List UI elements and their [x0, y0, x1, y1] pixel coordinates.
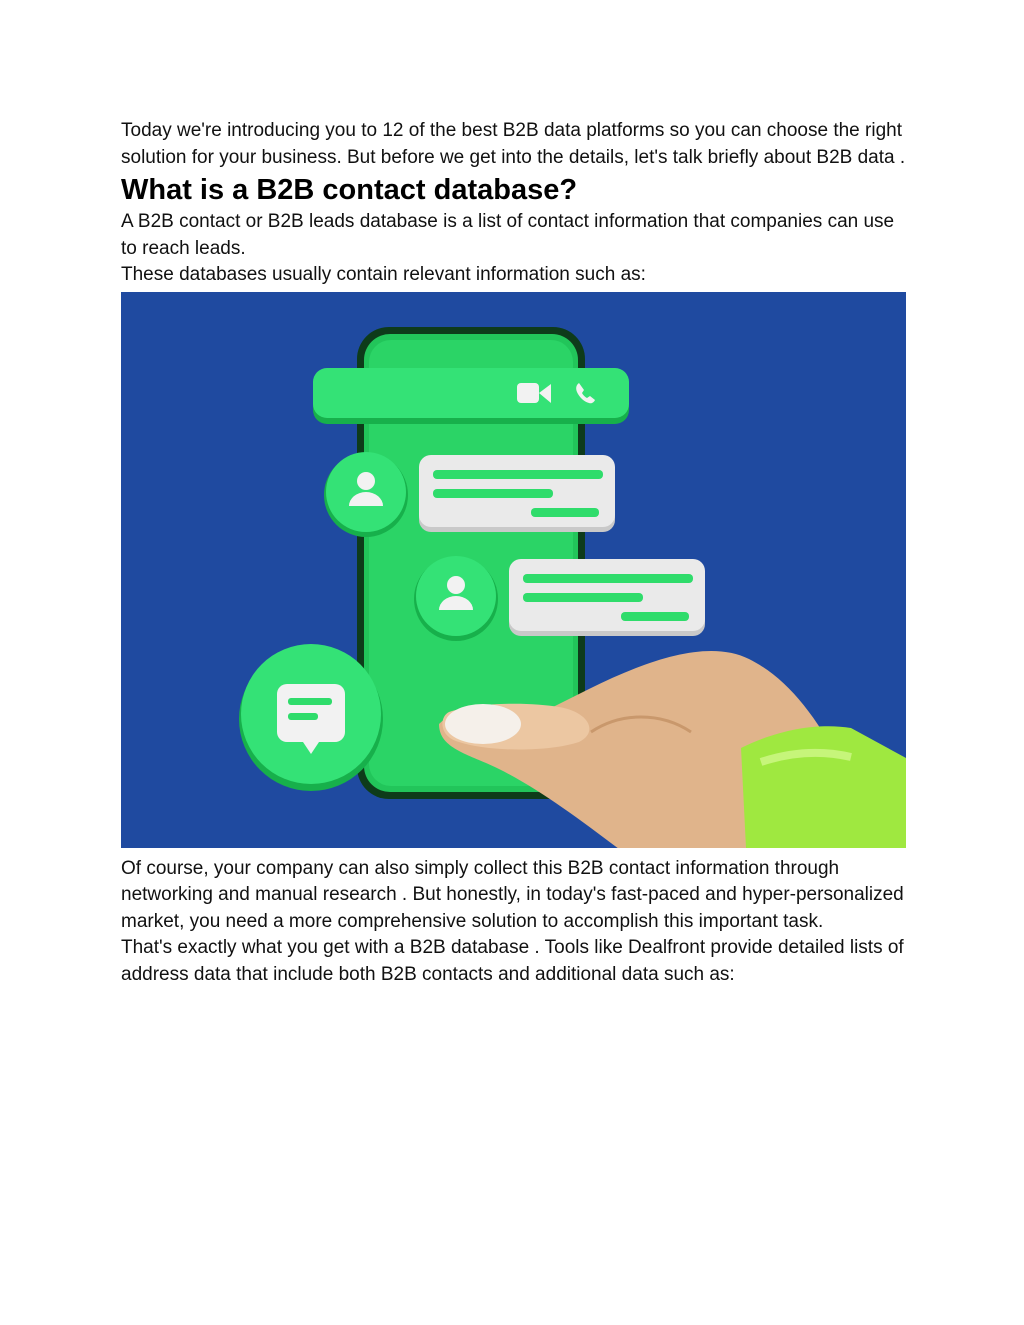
contact-row-1	[324, 452, 615, 537]
list-intro-paragraph: These databases usually contain relevant information such as:	[121, 264, 646, 285]
section-heading: What is a B2B contact database?	[121, 174, 578, 206]
definition-paragraph: A B2B contact or B2B leads database is a list of contact information that companies can use to reach leads.	[121, 211, 895, 259]
intro-paragraph: Today we're introducing you to 12 of the best B2B data platforms so you can choose the right solution for your business. But before we get into the details, let's talk briefly about B2B data .	[121, 120, 906, 168]
contact-row-2	[414, 556, 705, 641]
document-body	[121, 118, 911, 988]
tools-paragraph: That's exactly what you get with a B2B database . Tools like Dealfront provide detailed lists of address data that include both B2B contacts and additional data such as:	[121, 937, 904, 985]
collect-paragraph: Of course, your company can also simply collect this B2B contact information through networking and manual research . But honestly, in today's fast-paced and hyper-personalized market, you need a more comprehensive solution to accomplish this important task.	[121, 857, 904, 932]
chat-bubble-icon	[419, 455, 615, 532]
message-button	[239, 644, 383, 791]
contact-app-illustration	[121, 292, 906, 848]
chat-bubble-icon	[509, 559, 705, 636]
call-bar	[313, 368, 629, 424]
